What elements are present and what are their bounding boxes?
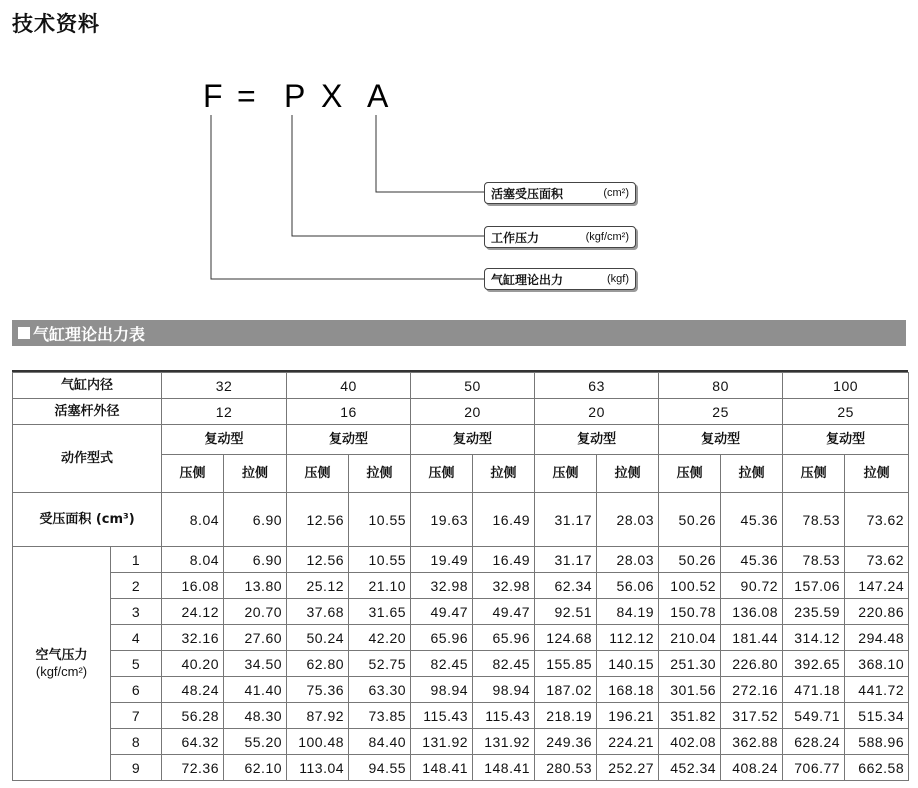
pull-side-header: 拉侧: [597, 455, 659, 493]
force-value: 82.45: [411, 651, 473, 677]
area-value: 28.03: [597, 493, 659, 547]
force-value: 8.04: [162, 547, 224, 573]
force-value: 155.85: [535, 651, 597, 677]
force-value: 150.78: [659, 599, 721, 625]
force-value: 32.16: [162, 625, 224, 651]
force-value: 549.71: [783, 703, 845, 729]
area-label-text: 受压面积 (cm³): [39, 512, 135, 527]
bore-value: 100: [783, 373, 909, 399]
force-value: 98.94: [411, 677, 473, 703]
force-table: [12, 372, 909, 781]
force-value: 314.12: [783, 625, 845, 651]
force-table-body: [13, 373, 909, 781]
rod-value: 20: [535, 399, 659, 425]
force-value: 42.20: [349, 625, 411, 651]
force-value: 16.08: [162, 573, 224, 599]
force-value: 148.41: [473, 755, 535, 781]
pressure-value: 1: [111, 547, 162, 573]
force-value: 136.08: [721, 599, 783, 625]
bore-value: 40: [287, 373, 411, 399]
label-working-pressure-name: 工作压力: [491, 230, 540, 245]
pressure-value: 3: [111, 599, 162, 625]
pull-side-header: 拉侧: [721, 455, 783, 493]
rod-value: 12: [162, 399, 287, 425]
label-working-pressure: [484, 226, 636, 248]
pressure-row: [13, 729, 909, 755]
force-value: 92.51: [535, 599, 597, 625]
label-theoretical-force-name: 气缸理论出力: [491, 272, 564, 287]
action-type-cell: 复动型: [659, 425, 783, 455]
force-value: 90.72: [721, 573, 783, 599]
action-type-cell: 复动型: [535, 425, 659, 455]
action-label: 动作型式: [13, 425, 162, 493]
force-value: 157.06: [783, 573, 845, 599]
rod-value: 16: [287, 399, 411, 425]
force-value: 40.20: [162, 651, 224, 677]
page-title: 技术资料: [12, 12, 100, 36]
force-value: 588.96: [845, 729, 909, 755]
formula-f: F: [203, 78, 223, 114]
force-value: 49.47: [473, 599, 535, 625]
leader-line-area: [376, 115, 484, 192]
pressure-value: 2: [111, 573, 162, 599]
force-value: 628.24: [783, 729, 845, 755]
force-value: 115.43: [411, 703, 473, 729]
pressure-row: [13, 599, 909, 625]
force-value: 187.02: [535, 677, 597, 703]
force-value: 31.17: [535, 547, 597, 573]
pressure-row: [13, 677, 909, 703]
force-value: 82.45: [473, 651, 535, 677]
force-value: 21.10: [349, 573, 411, 599]
force-value: 10.55: [349, 547, 411, 573]
force-value: 351.82: [659, 703, 721, 729]
formula-x: X: [321, 78, 343, 114]
push-side-header: 压侧: [535, 455, 597, 493]
force-value: 249.36: [535, 729, 597, 755]
leader-lines: [211, 115, 484, 279]
area-value: 50.26: [659, 493, 721, 547]
force-value: 25.12: [287, 573, 349, 599]
section-title: 气缸理论出力表: [33, 324, 146, 344]
push-side-header: 压侧: [659, 455, 721, 493]
force-value: 294.48: [845, 625, 909, 651]
label-theoretical-force: [484, 268, 636, 290]
force-value: 147.24: [845, 573, 909, 599]
force-value: 62.34: [535, 573, 597, 599]
force-value: 662.58: [845, 755, 909, 781]
force-value: 65.96: [411, 625, 473, 651]
force-value: 48.24: [162, 677, 224, 703]
formula-a: A: [367, 78, 389, 114]
force-value: 100.48: [287, 729, 349, 755]
label-piston-area-unit: (cm²): [603, 187, 629, 199]
force-value: 98.94: [473, 677, 535, 703]
push-side-header: 压侧: [411, 455, 473, 493]
force-value: 6.90: [224, 547, 287, 573]
pressure-row: [13, 573, 909, 599]
area-value: 19.63: [411, 493, 473, 547]
force-value: 52.75: [349, 651, 411, 677]
force-value: 55.20: [224, 729, 287, 755]
force-value: 45.36: [721, 547, 783, 573]
area-value: 10.55: [349, 493, 411, 547]
push-side-header: 压侧: [287, 455, 349, 493]
rod-label: 活塞杆外径: [13, 399, 162, 425]
force-value: 50.24: [287, 625, 349, 651]
bore-value: 50: [411, 373, 535, 399]
force-value: 272.16: [721, 677, 783, 703]
push-side-header: 压侧: [783, 455, 845, 493]
force-value: 301.56: [659, 677, 721, 703]
force-value: 131.92: [473, 729, 535, 755]
force-value: 62.10: [224, 755, 287, 781]
force-value: 31.65: [349, 599, 411, 625]
force-value: 19.49: [411, 547, 473, 573]
force-value: 84.19: [597, 599, 659, 625]
square-bullet-icon: [18, 327, 30, 339]
formula-p: P: [284, 78, 306, 114]
label-piston-area-name: 活塞受压面积: [491, 186, 564, 201]
force-value: 32.98: [411, 573, 473, 599]
area-value: 8.04: [162, 493, 224, 547]
force-value: 168.18: [597, 677, 659, 703]
force-value: 251.30: [659, 651, 721, 677]
pull-side-header: 拉侧: [473, 455, 535, 493]
air-pressure-label-line2: (kgf/cm²): [35, 664, 88, 679]
force-value: 87.92: [287, 703, 349, 729]
force-value: 140.15: [597, 651, 659, 677]
bore-row: [13, 373, 909, 399]
force-value: 63.30: [349, 677, 411, 703]
force-value: 20.70: [224, 599, 287, 625]
pressure-value: 4: [111, 625, 162, 651]
pressure-value: 5: [111, 651, 162, 677]
force-value: 515.34: [845, 703, 909, 729]
pressure-value: 6: [111, 677, 162, 703]
force-value: 94.55: [349, 755, 411, 781]
formula-equals: =: [237, 78, 256, 114]
rod-value: 20: [411, 399, 535, 425]
force-value: 402.08: [659, 729, 721, 755]
push-side-header: 压侧: [162, 455, 224, 493]
bore-value: 80: [659, 373, 783, 399]
action-type-cell: 复动型: [162, 425, 287, 455]
area-value: 16.49: [473, 493, 535, 547]
force-value: 64.32: [162, 729, 224, 755]
force-value: 24.12: [162, 599, 224, 625]
leader-line-pressure: [292, 115, 484, 236]
force-value: 220.86: [845, 599, 909, 625]
area-label: [13, 493, 162, 547]
force-value: 84.40: [349, 729, 411, 755]
force-value: 368.10: [845, 651, 909, 677]
bore-label: 气缸内径: [13, 373, 162, 399]
force-value: 28.03: [597, 547, 659, 573]
area-row: [13, 493, 909, 547]
rod-row: [13, 399, 909, 425]
force-value: 362.88: [721, 729, 783, 755]
area-value: 73.62: [845, 493, 909, 547]
pressure-value: 8: [111, 729, 162, 755]
force-value: 78.53: [783, 547, 845, 573]
force-value: 32.98: [473, 573, 535, 599]
action-type-cell: 复动型: [411, 425, 535, 455]
rod-value: 25: [783, 399, 909, 425]
section-header: [12, 320, 906, 346]
label-working-pressure-unit: (kgf/cm²): [585, 231, 629, 243]
force-value: 56.06: [597, 573, 659, 599]
force-value: 73.85: [349, 703, 411, 729]
label-piston-area: [484, 182, 636, 204]
action-type-cell: 复动型: [287, 425, 411, 455]
air-pressure-label-line1: 空气压力: [35, 648, 88, 663]
force-value: 50.26: [659, 547, 721, 573]
force-value: 392.65: [783, 651, 845, 677]
force-value: 218.19: [535, 703, 597, 729]
force-value: 408.24: [721, 755, 783, 781]
force-value: 75.36: [287, 677, 349, 703]
area-value: 31.17: [535, 493, 597, 547]
area-value: 12.56: [287, 493, 349, 547]
area-value: 78.53: [783, 493, 845, 547]
rod-value: 25: [659, 399, 783, 425]
force-value: 471.18: [783, 677, 845, 703]
force-value: 112.12: [597, 625, 659, 651]
force-value: 73.62: [845, 547, 909, 573]
force-value: 65.96: [473, 625, 535, 651]
pressure-row: [13, 547, 909, 573]
force-value: 12.56: [287, 547, 349, 573]
pull-side-header: 拉侧: [349, 455, 411, 493]
pressure-value: 9: [111, 755, 162, 781]
force-value: 56.28: [162, 703, 224, 729]
air-pressure-label: [13, 547, 111, 781]
force-value: 72.36: [162, 755, 224, 781]
force-value: 100.52: [659, 573, 721, 599]
force-value: 706.77: [783, 755, 845, 781]
force-value: 49.47: [411, 599, 473, 625]
force-value: 48.30: [224, 703, 287, 729]
pressure-row: [13, 755, 909, 781]
force-value: 34.50: [224, 651, 287, 677]
force-value: 27.60: [224, 625, 287, 651]
force-value: 452.34: [659, 755, 721, 781]
force-value: 181.44: [721, 625, 783, 651]
force-value: 113.04: [287, 755, 349, 781]
force-value: 235.59: [783, 599, 845, 625]
pressure-row: [13, 625, 909, 651]
action-type-row: [13, 425, 909, 455]
bore-value: 32: [162, 373, 287, 399]
force-value: 115.43: [473, 703, 535, 729]
force-value: 37.68: [287, 599, 349, 625]
force-value: 148.41: [411, 755, 473, 781]
bore-value: 63: [535, 373, 659, 399]
pull-side-header: 拉侧: [845, 455, 909, 493]
action-type-cell: 复动型: [783, 425, 909, 455]
label-theoretical-force-unit: (kgf): [607, 273, 629, 285]
force-value: 62.80: [287, 651, 349, 677]
formula-diagram: [0, 0, 918, 300]
area-value: 45.36: [721, 493, 783, 547]
force-value: 131.92: [411, 729, 473, 755]
force-value: 16.49: [473, 547, 535, 573]
force-value: 317.52: [721, 703, 783, 729]
force-value: 41.40: [224, 677, 287, 703]
pressure-row: [13, 703, 909, 729]
force-value: 280.53: [535, 755, 597, 781]
pull-side-header: 拉侧: [224, 455, 287, 493]
force-value: 124.68: [535, 625, 597, 651]
leader-line-force: [211, 115, 484, 279]
pressure-row: [13, 651, 909, 677]
force-value: 226.80: [721, 651, 783, 677]
area-value: 6.90: [224, 493, 287, 547]
pressure-value: 7: [111, 703, 162, 729]
force-value: 210.04: [659, 625, 721, 651]
force-value: 13.80: [224, 573, 287, 599]
force-value: 252.27: [597, 755, 659, 781]
force-value: 196.21: [597, 703, 659, 729]
force-value: 224.21: [597, 729, 659, 755]
force-value: 441.72: [845, 677, 909, 703]
